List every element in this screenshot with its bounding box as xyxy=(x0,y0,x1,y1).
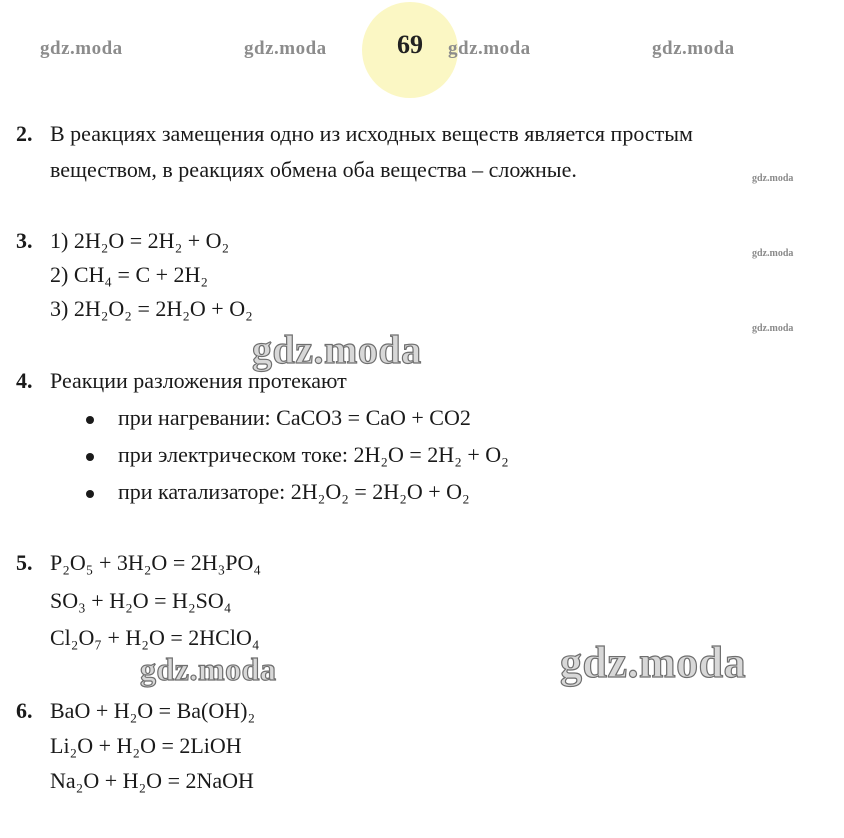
task-4-bullet-3: при катализаторе: 2H₂O₂ = 2H₂O + O₂ xyxy=(118,479,470,504)
watermark-top-2: gdz.moda xyxy=(244,38,327,59)
task-3-line-3 xyxy=(50,298,253,320)
watermark-big-1: gdz.moda xyxy=(252,327,422,372)
watermark-top-1: gdz.moda xyxy=(40,38,123,59)
task-2-line-1: В реакциях замещения одно из исходных веществ является простым xyxy=(50,121,693,146)
page-number: 69 xyxy=(397,30,423,59)
bullet-dot-3 xyxy=(86,490,94,498)
task-5-line-3: Cl₂O₇ + H₂O = 2HClO₄ xyxy=(50,625,260,650)
task-3-line-2-prefix: 2) xyxy=(50,262,74,287)
watermark-small-1: gdz.moda xyxy=(752,173,794,184)
task-4-number: 4. xyxy=(16,368,33,393)
task-3-line-3-prefix: 3) xyxy=(50,296,74,321)
task-3-line-2-equation: CH₄ = C + 2H₂ xyxy=(73,262,209,287)
task-5-line-2: SO₃ + H₂O = H₂SO₄ xyxy=(50,588,232,613)
task-2-number: 2. xyxy=(16,121,33,146)
watermark-small-3: gdz.moda xyxy=(752,323,794,334)
task-5-number: 5. xyxy=(16,550,33,575)
task-3-line-3-equation: 2H₂O₂ = 2H₂O + O₂ xyxy=(73,296,253,321)
task-6-line-3: Na₂O + H₂O = 2NaOH xyxy=(50,768,254,793)
task-6-number: 6. xyxy=(16,698,33,723)
task-3-number: 3. xyxy=(16,228,33,253)
watermark-small-2: gdz.moda xyxy=(752,248,794,259)
bullet-dot-1 xyxy=(86,416,94,424)
watermark-top-3: gdz.moda xyxy=(448,38,531,59)
task-3-line-1-equation: 2H₂O = 2H₂ + O₂ xyxy=(73,228,230,253)
task-6-line-2: Li₂O + H₂O = 2LiOH xyxy=(50,733,242,758)
task-4-bullet-2: при электрическом токе: 2H₂O = 2H₂ + O₂ xyxy=(118,442,509,467)
task-4-intro: Реакции разложения протекают xyxy=(50,368,347,393)
task-3-line-2 xyxy=(50,264,208,286)
task-4-bullet-1: при нагревании: CaCO3 = CaO + CO2 xyxy=(118,405,471,430)
watermark-top-4: gdz.moda xyxy=(652,38,735,59)
task-3-line-1-prefix: 1) xyxy=(50,228,74,253)
bullet-dot-2 xyxy=(86,453,94,461)
task-2-line-2: веществом, в реакциях обмена оба вещества – сложные. xyxy=(50,157,577,182)
task-3-line-1 xyxy=(50,230,229,252)
task-5-line-1: P₂O₅ + 3H₂O = 2H₃PO₄ xyxy=(50,550,262,575)
task-6-line-1: BaO + H₂O = Ba(OH)₂ xyxy=(50,698,256,723)
watermark-big-3: gdz.moda xyxy=(560,638,747,687)
watermark-big-2: gdz.moda xyxy=(140,651,277,687)
